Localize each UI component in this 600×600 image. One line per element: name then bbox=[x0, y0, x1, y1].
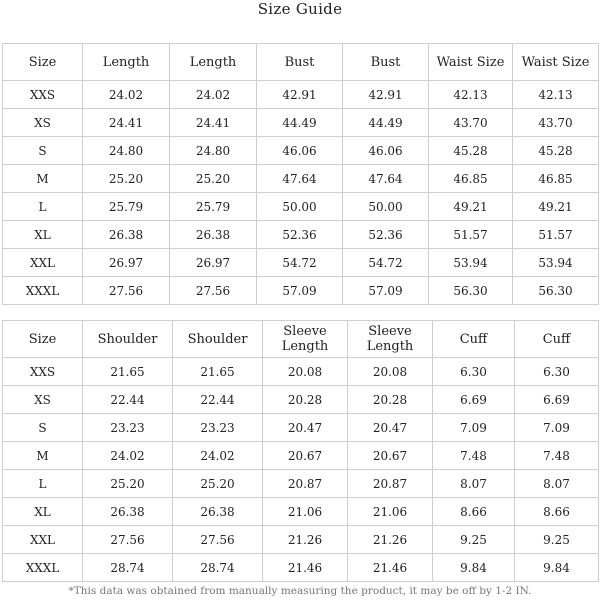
column-header: Waist Size bbox=[513, 44, 599, 81]
measurement-cell: 6.30 bbox=[515, 358, 599, 386]
table-row bbox=[3, 358, 599, 386]
measurement-cell: 21.65 bbox=[173, 358, 263, 386]
table-row bbox=[3, 386, 599, 414]
table-row bbox=[3, 442, 599, 470]
measurement-cell: 20.67 bbox=[348, 442, 433, 470]
measurement-cell: 52.36 bbox=[343, 221, 429, 249]
measurement-cell: 24.02 bbox=[83, 442, 173, 470]
measurement-cell: 20.28 bbox=[348, 386, 433, 414]
measurement-cell: 26.97 bbox=[83, 249, 170, 277]
measurement-cell: 20.08 bbox=[348, 358, 433, 386]
measurement-cell: 49.21 bbox=[429, 193, 513, 221]
measurement-cell: 6.69 bbox=[433, 386, 515, 414]
measurement-cell: 6.69 bbox=[515, 386, 599, 414]
measurement-cell: 24.02 bbox=[170, 81, 257, 109]
size-cell: XL bbox=[3, 498, 83, 526]
measurement-cell: 24.80 bbox=[170, 137, 257, 165]
measurement-cell: 57.09 bbox=[257, 277, 343, 305]
measurement-cell: 23.23 bbox=[173, 414, 263, 442]
measurement-cell: 25.20 bbox=[170, 165, 257, 193]
measurement-note: *This data was obtained from manually measuring the product, it may be off by 1-2 IN. bbox=[68, 585, 532, 597]
size-cell: XXXL bbox=[3, 554, 83, 582]
measurement-cell: 7.09 bbox=[433, 414, 515, 442]
measurement-cell: 42.91 bbox=[257, 81, 343, 109]
size-cell: M bbox=[3, 165, 83, 193]
measurement-cell: 21.65 bbox=[83, 358, 173, 386]
table-row bbox=[3, 277, 599, 305]
measurement-cell: 7.48 bbox=[515, 442, 599, 470]
measurement-cell: 21.06 bbox=[263, 498, 348, 526]
measurement-cell: 27.56 bbox=[170, 277, 257, 305]
measurement-cell: 24.41 bbox=[170, 109, 257, 137]
measurement-cell: 8.07 bbox=[515, 470, 599, 498]
table-row bbox=[3, 137, 599, 165]
measurement-cell: 56.30 bbox=[513, 277, 599, 305]
table-row bbox=[3, 109, 599, 137]
measurement-cell: 24.80 bbox=[83, 137, 170, 165]
measurement-cell: 25.79 bbox=[170, 193, 257, 221]
size-cell: L bbox=[3, 193, 83, 221]
column-header: Sleeve Length bbox=[263, 321, 348, 358]
table-row bbox=[3, 470, 599, 498]
size-cell: XL bbox=[3, 221, 83, 249]
measurement-cell: 50.00 bbox=[257, 193, 343, 221]
column-header: Size bbox=[3, 44, 83, 81]
column-header: Size bbox=[3, 321, 83, 358]
measurement-cell: 22.44 bbox=[173, 386, 263, 414]
table-row bbox=[3, 81, 599, 109]
column-header: Waist Size bbox=[429, 44, 513, 81]
measurement-cell: 7.48 bbox=[433, 442, 515, 470]
measurement-cell: 24.41 bbox=[83, 109, 170, 137]
measurement-cell: 7.09 bbox=[515, 414, 599, 442]
measurement-cell: 21.26 bbox=[348, 526, 433, 554]
measurement-cell: 51.57 bbox=[429, 221, 513, 249]
measurement-cell: 21.46 bbox=[263, 554, 348, 582]
measurement-cell: 57.09 bbox=[343, 277, 429, 305]
size-table-1 bbox=[2, 43, 599, 305]
size-cell: L bbox=[3, 470, 83, 498]
column-header: Bust bbox=[257, 44, 343, 81]
measurement-cell: 46.06 bbox=[343, 137, 429, 165]
size-cell: XXS bbox=[3, 358, 83, 386]
measurement-cell: 26.97 bbox=[170, 249, 257, 277]
column-header: Shoulder bbox=[83, 321, 173, 358]
measurement-cell: 47.64 bbox=[257, 165, 343, 193]
size-table-2 bbox=[2, 320, 599, 582]
measurement-cell: 42.91 bbox=[343, 81, 429, 109]
size-cell: XS bbox=[3, 386, 83, 414]
measurement-cell: 43.70 bbox=[513, 109, 599, 137]
measurement-cell: 54.72 bbox=[257, 249, 343, 277]
column-header: Bust bbox=[343, 44, 429, 81]
measurement-cell: 25.79 bbox=[83, 193, 170, 221]
column-header: Shoulder bbox=[173, 321, 263, 358]
table-row bbox=[3, 414, 599, 442]
measurement-cell: 44.49 bbox=[343, 109, 429, 137]
measurement-cell: 44.49 bbox=[257, 109, 343, 137]
measurement-cell: 21.06 bbox=[348, 498, 433, 526]
page-title: Size Guide bbox=[257, 0, 343, 18]
size-cell: XXXL bbox=[3, 277, 83, 305]
measurement-cell: 26.38 bbox=[83, 498, 173, 526]
measurement-cell: 23.23 bbox=[83, 414, 173, 442]
measurement-cell: 28.74 bbox=[173, 554, 263, 582]
measurement-cell: 20.47 bbox=[263, 414, 348, 442]
measurement-cell: 49.21 bbox=[513, 193, 599, 221]
measurement-cell: 47.64 bbox=[343, 165, 429, 193]
measurement-cell: 24.02 bbox=[173, 442, 263, 470]
measurement-cell: 51.57 bbox=[513, 221, 599, 249]
measurement-cell: 9.25 bbox=[433, 526, 515, 554]
measurement-cell: 27.56 bbox=[173, 526, 263, 554]
measurement-cell: 54.72 bbox=[343, 249, 429, 277]
measurement-cell: 9.84 bbox=[433, 554, 515, 582]
measurement-cell: 8.66 bbox=[515, 498, 599, 526]
size-cell: XXL bbox=[3, 249, 83, 277]
measurement-cell: 20.08 bbox=[263, 358, 348, 386]
measurement-cell: 52.36 bbox=[257, 221, 343, 249]
measurement-cell: 25.20 bbox=[83, 165, 170, 193]
measurement-cell: 8.66 bbox=[433, 498, 515, 526]
measurement-cell: 20.87 bbox=[348, 470, 433, 498]
measurement-cell: 22.44 bbox=[83, 386, 173, 414]
measurement-cell: 6.30 bbox=[433, 358, 515, 386]
size-cell: XS bbox=[3, 109, 83, 137]
column-header: Sleeve Length bbox=[348, 321, 433, 358]
measurement-cell: 50.00 bbox=[343, 193, 429, 221]
table-row bbox=[3, 221, 599, 249]
measurement-cell: 8.07 bbox=[433, 470, 515, 498]
table-row bbox=[3, 165, 599, 193]
size-cell: S bbox=[3, 137, 83, 165]
measurement-cell: 9.25 bbox=[515, 526, 599, 554]
measurement-cell: 20.28 bbox=[263, 386, 348, 414]
measurement-cell: 25.20 bbox=[83, 470, 173, 498]
table-row bbox=[3, 526, 599, 554]
column-header: Length bbox=[170, 44, 257, 81]
table-row bbox=[3, 249, 599, 277]
measurement-cell: 21.26 bbox=[263, 526, 348, 554]
measurement-cell: 25.20 bbox=[173, 470, 263, 498]
measurement-cell: 20.67 bbox=[263, 442, 348, 470]
measurement-cell: 53.94 bbox=[513, 249, 599, 277]
size-cell: S bbox=[3, 414, 83, 442]
measurement-cell: 46.06 bbox=[257, 137, 343, 165]
measurement-cell: 21.46 bbox=[348, 554, 433, 582]
measurement-cell: 20.87 bbox=[263, 470, 348, 498]
measurement-cell: 26.38 bbox=[170, 221, 257, 249]
size-cell: M bbox=[3, 442, 83, 470]
table-row bbox=[3, 554, 599, 582]
measurement-cell: 24.02 bbox=[83, 81, 170, 109]
column-header: Cuff bbox=[515, 321, 599, 358]
header-row bbox=[3, 321, 599, 358]
measurement-cell: 42.13 bbox=[513, 81, 599, 109]
measurement-cell: 26.38 bbox=[83, 221, 170, 249]
measurement-cell: 28.74 bbox=[83, 554, 173, 582]
size-cell: XXL bbox=[3, 526, 83, 554]
measurement-cell: 27.56 bbox=[83, 277, 170, 305]
measurement-cell: 46.85 bbox=[513, 165, 599, 193]
measurement-cell: 45.28 bbox=[513, 137, 599, 165]
measurement-cell: 42.13 bbox=[429, 81, 513, 109]
header-row bbox=[3, 44, 599, 81]
column-header: Length bbox=[83, 44, 170, 81]
column-header: Cuff bbox=[433, 321, 515, 358]
measurement-cell: 20.47 bbox=[348, 414, 433, 442]
measurement-cell: 43.70 bbox=[429, 109, 513, 137]
measurement-cell: 45.28 bbox=[429, 137, 513, 165]
measurement-cell: 9.84 bbox=[515, 554, 599, 582]
measurement-cell: 46.85 bbox=[429, 165, 513, 193]
table-row bbox=[3, 498, 599, 526]
measurement-cell: 27.56 bbox=[83, 526, 173, 554]
measurement-cell: 26.38 bbox=[173, 498, 263, 526]
measurement-cell: 53.94 bbox=[429, 249, 513, 277]
measurement-cell: 56.30 bbox=[429, 277, 513, 305]
size-cell: XXS bbox=[3, 81, 83, 109]
table-row bbox=[3, 193, 599, 221]
